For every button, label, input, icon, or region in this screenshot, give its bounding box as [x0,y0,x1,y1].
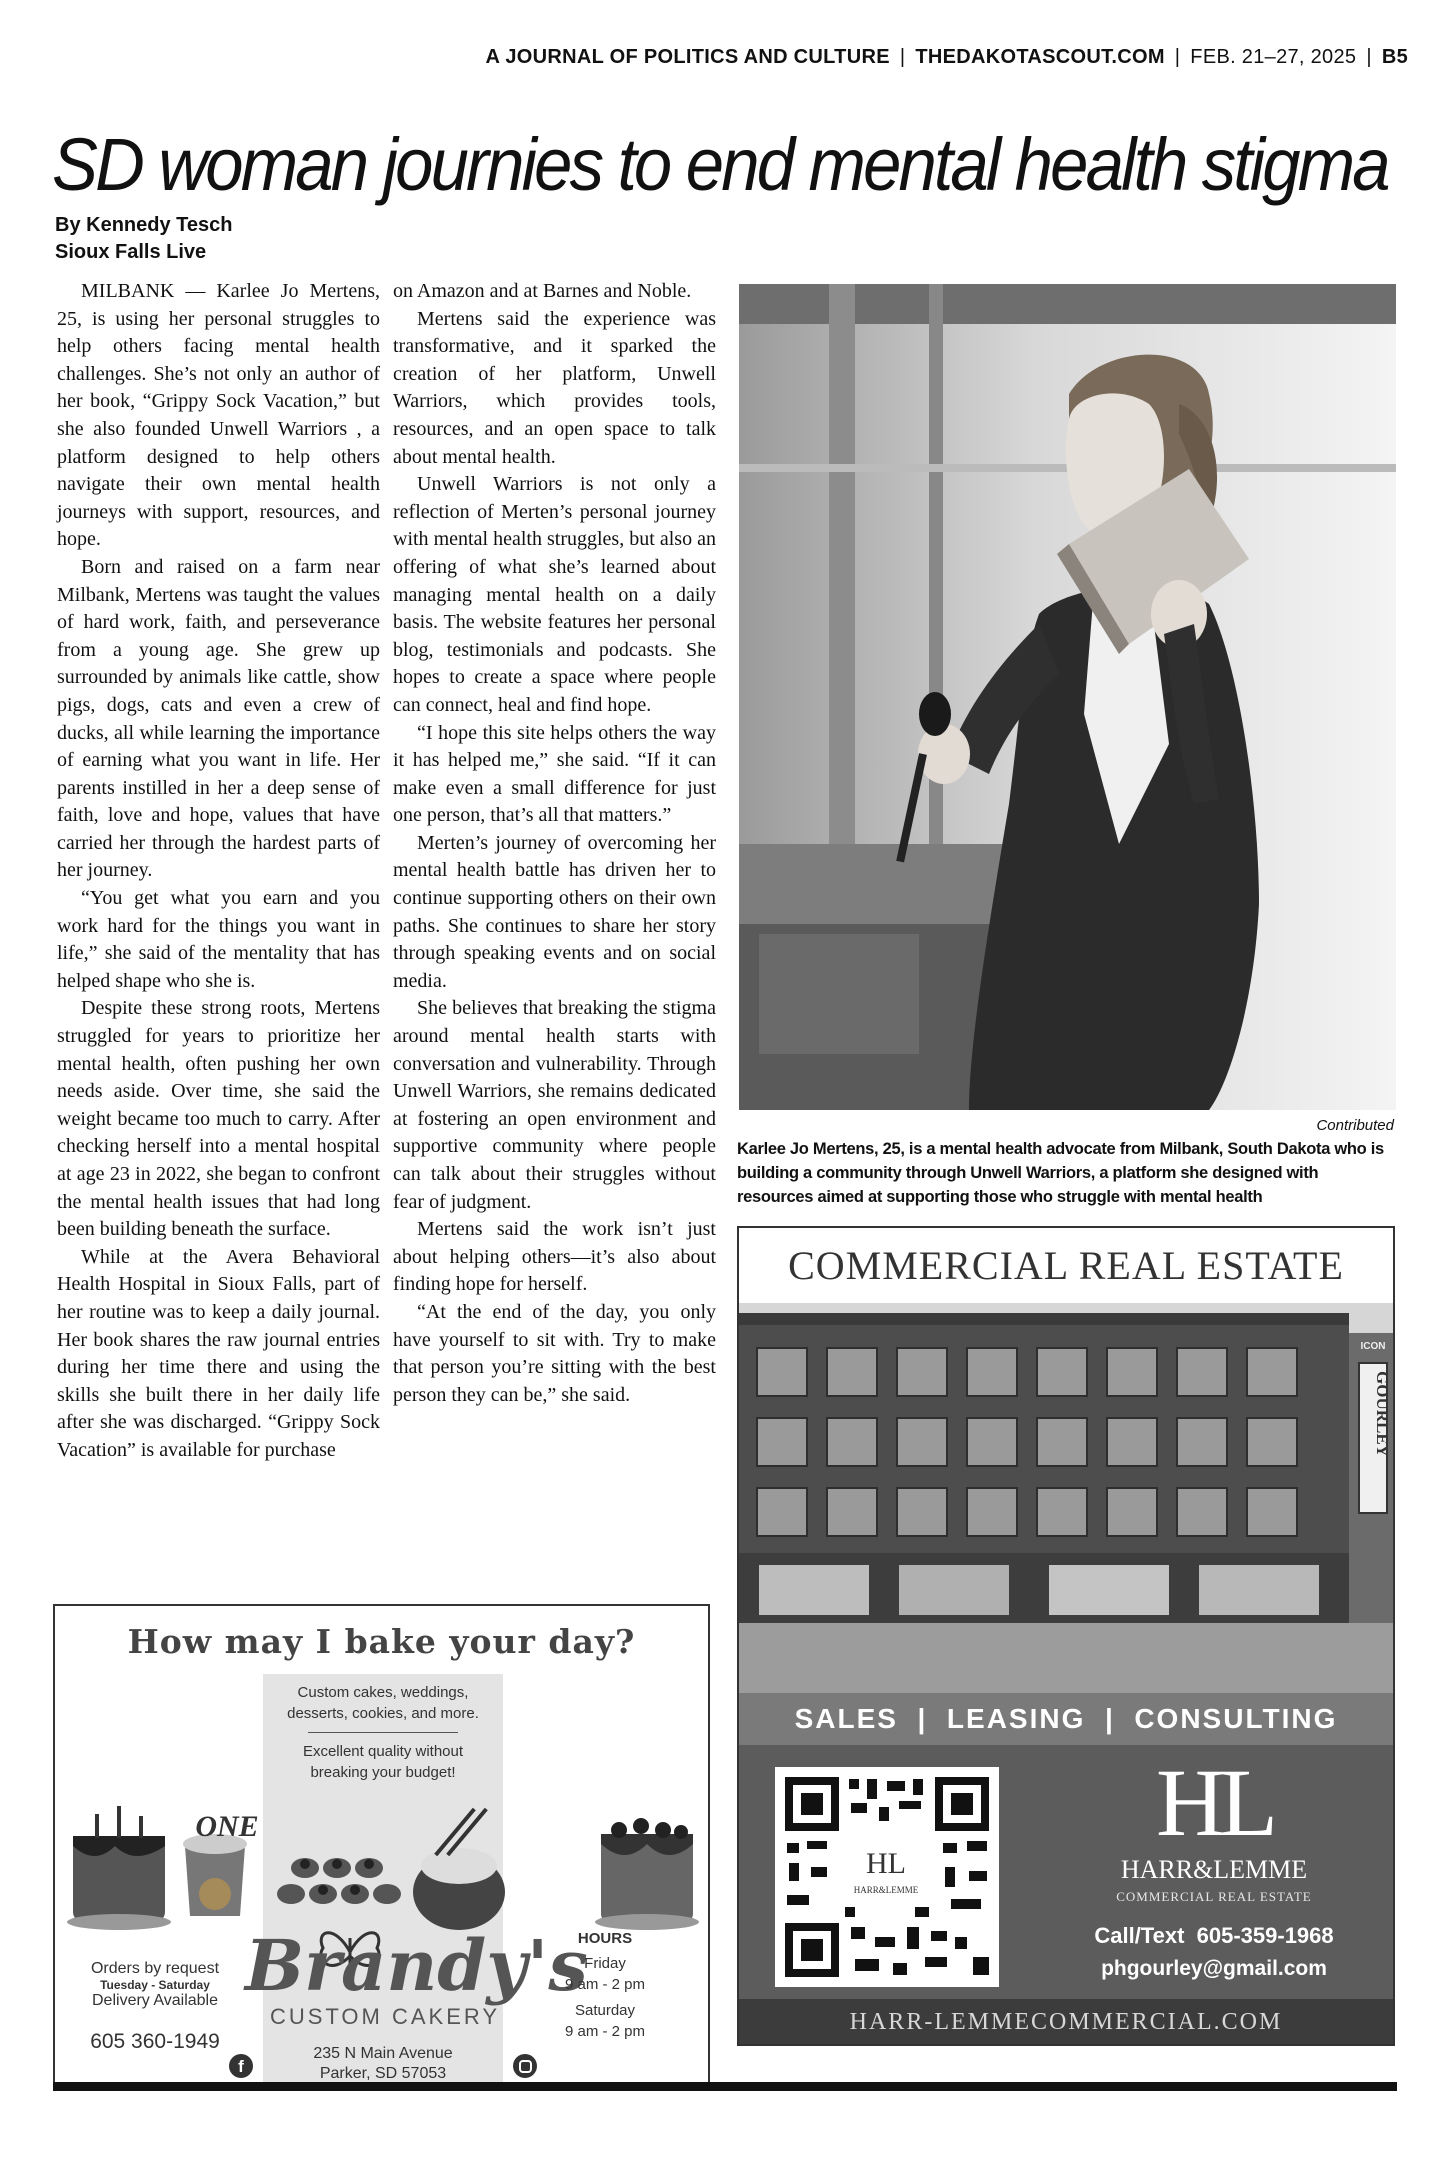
facebook-icon[interactable]: f [229,2054,253,2078]
bakery-ad [53,1604,710,2085]
paragraph-continued: on Amazon and at Barnes and Noble. [393,280,692,302]
paragraph: “I hope this site helps others the way it has helped me,” she said. “If it can make even a small difference for just one person, that’s all that matters.” [393,721,716,827]
byline-outlet: Sioux Falls Live [55,241,207,263]
cake-topper: ONE [195,1810,259,1843]
byline-author: By Kennedy Tesch [55,214,233,236]
qr-logo-letters: HL [866,1847,906,1880]
page-header: A JOURNAL OF POLITICS AND CULTURE | THEDAKOTASCOUT.COM | FEB. 21–27, 2025 | B5 [485,46,1408,68]
section-name: A JOURNAL OF POLITICS AND CULTURE [485,46,890,68]
bakery-tagline: Custom cakes, weddings, desserts, cookies, and more. Excellent quality without breaking your budget! [287,1684,479,1781]
cakes-illustration [55,1796,708,1936]
bottom-rule [53,2082,1397,2091]
woman-speaking-illustration [739,284,1396,1110]
instagram-icon[interactable] [513,2054,537,2078]
qr-code-icon [775,1767,999,1987]
building-sign: GOURLEY [1373,1371,1392,1457]
cre-phone[interactable]: Call/Text 605-359-1968 [1094,1923,1334,1948]
paragraph: Unwell Warriors is not only a reflection of Merten’s personal journey with mental health struggles, but also an offering of what she’s learned about managing mental health on a daily basis. The website features her personal blog, testimonials and podcasts. She hopes to create a space where people can connect, heal and find hope. [393,473,716,716]
bakery-brand-sub: CUSTOM CAKERY [269,2004,501,2029]
headline: SD woman journies to end mental health stigma [52,123,1388,206]
commercial-real-estate-ad [737,1226,1395,2046]
article-column-1 [57,278,380,1465]
qr-logo-label: HARR&LEMME [853,1885,919,1895]
article-column-2 [393,278,716,1409]
paragraph: Born and raised on a farm near Milbank, Mertens was taught the values of hard work, faith, and perseverance from a young age. She grew up surrounded by animals like cattle, show pigs, dogs, cats and even a crew of ducks, all while learning the importance of earning what you want in life. Her parents instilled in her a deep sense of faith, love and hope, values that have carried her through the hardest parts of her journey. [57,555,380,882]
photo-caption: Karlee Jo Mertens, 25, is a mental health advocate from Milbank, South Dakota who is building a community through Unwell Warriors, a platform she designed with resources aimed at supporting those who struggle with mental health [737,1140,1384,1206]
cre-email[interactable]: phgourley@gmail.com [1101,1957,1327,1980]
harr-lemme-logo-letters: HL [1156,1749,1272,1856]
building-sign-top: ICON [1360,1341,1386,1352]
building-photo [739,1303,1393,1693]
paragraph: She believes that breaking the stigma around mental health starts with conversation and vulnerability. Through Unwell Warriors, she remains dedicated at fostering an open environment and supportive community where people can talk about their struggles without fear of judgment. [393,997,716,1213]
paragraph: MILBANK — Karlee Jo Mertens, 25, is using her personal struggles to help others facing mental health challenges. She’s not only an author of her book, “Grippy Sock Vacation,” but she also founded Unwell Warriors , a platform designed to help others navigate their own mental health journeys with support, resources, and hope. [57,280,380,551]
issue-date: FEB. 21–27, 2025 [1190,46,1357,68]
cre-services-band: SALES | LEASING | CONSULTING [739,1693,1393,1745]
harr-lemme-brand-sub: COMMERCIAL REAL ESTATE [1116,1889,1312,1904]
bakery-hours: HOURS Friday 9 am - 2 pm Saturday 9 am - 2 pm [564,1930,646,2040]
paragraph: Despite these strong roots, Mertens struggled for years to prioritize her mental health, often pushing her own needs aside. Over time, she said the weight became too much to carry. After checking herself into a mental hospital at age 23 in 2022, she began to confront the mental health issues that had long been building beneath the surface. [57,997,380,1241]
paragraph: “You get what you earn and you work hard for the things you want in life,” she said of the mentality that has helped shape who she is. [57,887,380,992]
bakery-orders: Orders by request Tuesday - Saturday Delivery Available [90,1960,220,2009]
page-number: B5 [1381,46,1408,68]
paragraph: Mertens said the work isn’t just about helping others—it’s also about finding hope for herself. [393,1218,716,1296]
paragraph: Merten’s journey of overcoming her mental health battle has driven her to continue supporting others on their own paths. She continues to share her story through speaking events and on social media. [393,831,716,992]
cre-ad-title: COMMERCIAL REAL ESTATE [788,1243,1344,1288]
byline [55,212,232,266]
cre-info-panel [739,1745,1393,1999]
cre-website[interactable]: HARR-LEMMECOMMERCIAL.COM [739,1999,1393,2046]
paragraph: Mertens said the experience was transformative, and it sparked the creation of her platform, Unwell Warriors, which provides tools, resources, and an open space to talk about mental health. [393,307,716,468]
photo-credit: Contributed [1316,1117,1394,1134]
paragraph: “At the end of the day, you only have yourself to sit with. Try to make that person you’re sitting with the best person they can be,” she said. [393,1300,716,1406]
bakery-phone[interactable]: 605 360-1949 [90,2030,220,2053]
site-name: THEDAKOTASCOUT.COM [915,46,1165,68]
paragraph: While at the Avera Behavioral Health Hospital in Sioux Falls, part of her routine was to keep a daily journal. Her book shares the raw journal entries during her time there and using the skills she built there in her daily life after she was discharged. “Grippy Sock Vacation” is available for purchase [57,1245,380,1461]
bakery-brand: Brandy's [245,1924,588,2007]
qr-code[interactable] [775,1767,999,1987]
article-photo [739,284,1396,1110]
bakery-address: 235 N Main Avenue Parker, SD 57053 [313,2045,453,2082]
harr-lemme-brand: HARR&LEMME [1120,1855,1308,1884]
bakery-headline: How may I bake your day? [127,1622,636,1661]
